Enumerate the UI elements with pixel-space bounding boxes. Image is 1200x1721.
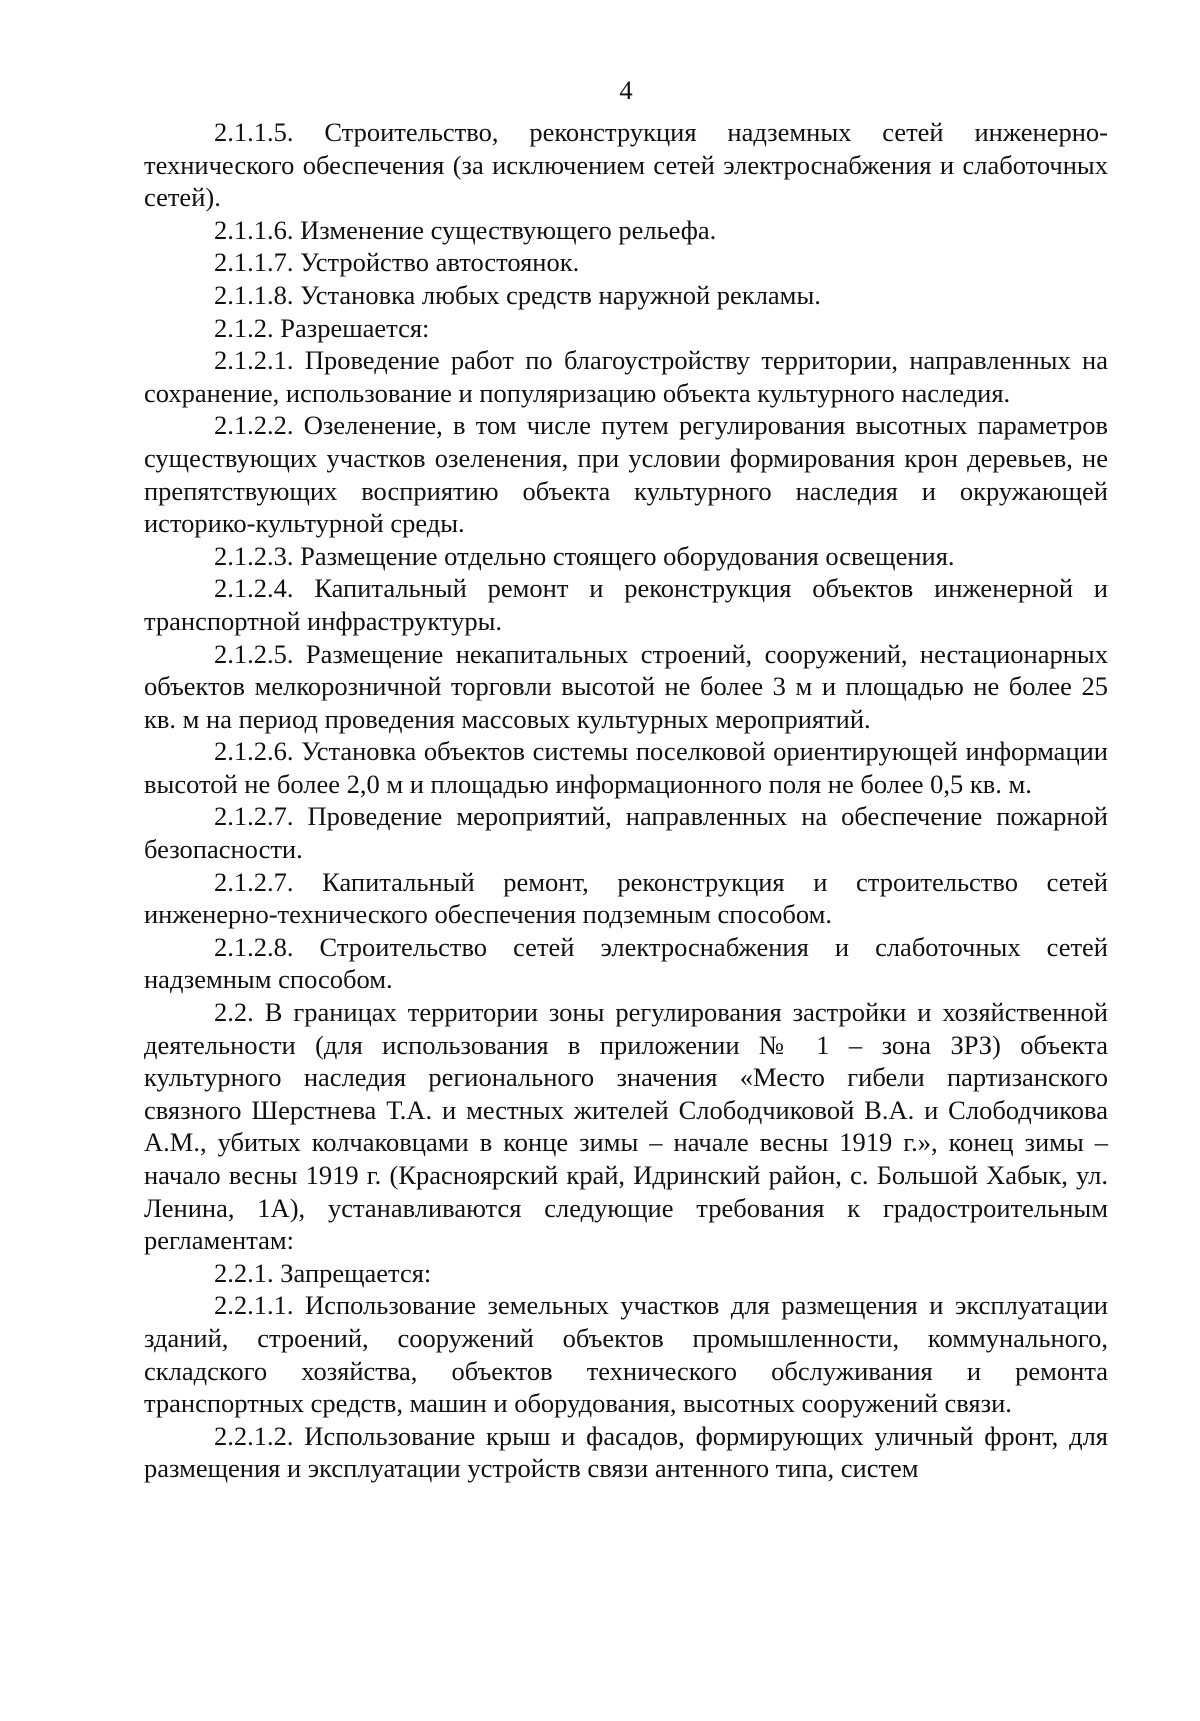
paragraph-2-2: 2.2. В границах территории зоны регулирования застройки и хозяйственной деятельности (для использования в приложении № 1 – зона ЗРЗ) объекта культурного наследия регионального значения «Место гибели партизанского связного Шерстнева Т.А. и местных жителей Слободчиковой В.А. и Слободчикова А.М., убитых колчаковцами в конце зимы – начале весны 1919 г.», конец зимы – начало весны 1919 г. (Красноярский край, Идринский район, с. Большой Хабык, ул. Ленина, 1А), устанавливаются следующие требования к градостроительным регламентам: <box>144 997 1108 1256</box>
paragraph-2-1-2-8: 2.1.2.8. Строительство сетей электроснабжения и слаботочных сетей надземным способом. <box>144 931 1108 995</box>
paragraph-2-1-2-4: 2.1.2.4. Капитальный ремонт и реконструкция объектов инженерной и транспортной инфраструктуры. <box>144 573 1108 636</box>
paragraph-2-1-1-5: 2.1.1.5. Строительство, реконструкция надземных сетей инженерно-технического обеспечения (за исключением сетей электроснабжения и слаботочных сетей). <box>144 117 1108 213</box>
paragraph-2-2-1-1: 2.2.1.1. Использование земельных участков для размещения и эксплуатации зданий, строений, сооружений объектов промышленности, коммунального, складского хозяйства, объектов технического обслуживания и ремонта транспортных средств, машин и оборудования, высотных сооружений связи. <box>144 1290 1108 1419</box>
paragraph-2-1-1-7: 2.1.1.7. Устройство автостоянок. <box>214 247 580 278</box>
paragraph-2-1-2-2: 2.1.2.2. Озеленение, в том числе путем регулирования высотных параметров существующих участков озеленения, при условии формирования крон деревьев, не препятствующих восприятию объекта культурного наследия и окружающей историко-культурной среды. <box>144 410 1108 539</box>
paragraph-2-1-2: 2.1.2. Разрешается: <box>214 312 430 343</box>
paragraph-2-1-2-1: 2.1.2.1. Проведение работ по благоустройству территории, направленных на сохранение, использование и популяризацию объекта культурного наследия. <box>144 345 1108 408</box>
paragraph-2-1-1-6: 2.1.1.6. Изменение существующего рельефа. <box>214 214 717 245</box>
paragraph-2-1-2-7-underground: 2.1.2.7. Капитальный ремонт, реконструкция и строительство сетей инженерно-технического обеспечения подземным способом. <box>144 866 1108 930</box>
document-body <box>144 116 1108 1485</box>
paragraph-2-1-1-8: 2.1.1.8. Установка любых средств наружной рекламы. <box>214 279 821 310</box>
paragraph-2-1-2-5: 2.1.2.5. Размещение некапитальных строений, сооружений, нестационарных объектов мелкорозничной торговли высотой не более 3 м и площадью не более 25 кв. м на период проведения массовых культурных мероприятий. <box>144 638 1108 734</box>
paragraph-2-2-1-2: 2.2.1.2. Использование крыш и фасадов, формирующих уличный фронт, для размещения и эксплуатации устройств связи антенного типа, систем <box>144 1420 1108 1484</box>
page-number: 4 <box>619 75 633 105</box>
paragraph-2-1-2-6: 2.1.2.6. Установка объектов системы поселковой ориентирующей информации высотой не более 2,0 м и площадью информационного поля не более 0,5 кв. м. <box>144 736 1108 799</box>
paragraph-2-2-1: 2.2.1. Запрещается: <box>214 1257 432 1288</box>
paragraph-2-1-2-3: 2.1.2.3. Размещение отдельно стоящего оборудования освещения. <box>214 540 955 571</box>
paragraph-2-1-2-7-fire-safety: 2.1.2.7. Проведение мероприятий, направленных на обеспечение пожарной безопасности. <box>144 801 1108 865</box>
